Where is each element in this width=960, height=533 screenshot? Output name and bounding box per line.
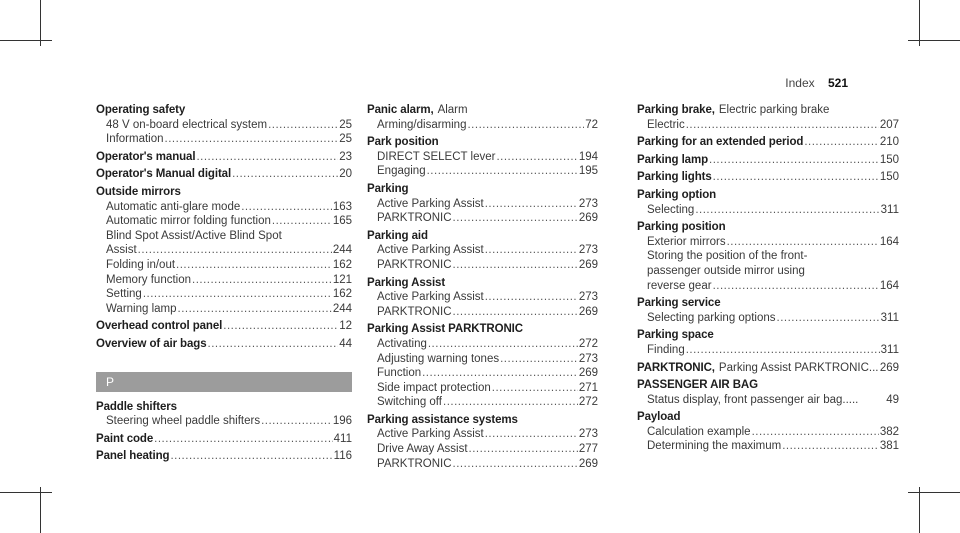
- entry-text: Active Parking Assist: [377, 428, 484, 441]
- entry-text: Parking lights: [637, 171, 712, 184]
- entry-text: Outside mirrors: [96, 185, 181, 198]
- leader-dots: [713, 170, 879, 185]
- entry-text: Overhead control panel: [96, 320, 223, 333]
- leader-dots: [192, 273, 332, 288]
- subentry-text: passenger outside mirror using: [647, 264, 805, 277]
- entry-text: Adjusting warning tones: [377, 352, 500, 365]
- index-column-2: [367, 103, 598, 471]
- leader-dots: [241, 200, 332, 215]
- page-number: 521: [827, 76, 848, 90]
- index-entry: [367, 135, 598, 179]
- leader-dots: [453, 457, 578, 472]
- entry-text: PARKTRONIC: [377, 258, 452, 271]
- leader-dots: [752, 425, 879, 440]
- page-ref: 269: [578, 457, 598, 470]
- page-ref: 277: [578, 443, 598, 456]
- index-entry: [96, 432, 352, 447]
- leader-dots: [453, 211, 578, 226]
- entry-text: PARKTRONIC: [377, 457, 452, 470]
- entry-text: Calculation example: [647, 425, 751, 438]
- index-entry: [637, 188, 899, 217]
- entry-text: Drive Away Assist: [377, 443, 468, 456]
- leader-dots: [453, 258, 578, 273]
- subentry: [637, 439, 899, 454]
- subentry: [367, 258, 598, 273]
- page-ref: 269: [578, 212, 598, 225]
- entry-text: Finding: [647, 343, 685, 356]
- page-ref: 162: [332, 288, 352, 301]
- crop-mark: [0, 492, 52, 493]
- entry-title-row: [367, 182, 598, 197]
- entry-text: Active Parking Assist: [377, 197, 484, 210]
- subentry: [96, 200, 352, 215]
- entry-text: Selecting: [647, 203, 695, 216]
- entry-text: Information: [106, 133, 164, 146]
- page-ref: 195: [578, 165, 598, 178]
- leader-dots: [427, 164, 578, 179]
- entry-title-row: [96, 432, 352, 447]
- leader-dots: [428, 337, 578, 352]
- entry-text: Operator's manual: [96, 150, 196, 163]
- entry-text: Automatic mirror folding function: [106, 215, 271, 228]
- index-entry: [637, 328, 899, 357]
- index-entry: [637, 103, 899, 132]
- leader-dots: [492, 381, 578, 396]
- index-entry: [96, 337, 352, 352]
- leader-dots: [170, 449, 332, 464]
- entry-title-row: [637, 220, 899, 235]
- subentry: [96, 132, 352, 147]
- subentry: [637, 235, 899, 250]
- entry-text: Side impact protection: [377, 381, 491, 394]
- subentry: [367, 381, 598, 396]
- subentry: [367, 337, 598, 352]
- page-ref: 273: [578, 352, 598, 365]
- entry-text: Panic alarm,: [367, 104, 434, 116]
- index-entry: [637, 378, 899, 407]
- entry-text: Exterior mirrors: [647, 235, 726, 248]
- entry-text: Parking brake,: [637, 104, 715, 116]
- page-ref: 382: [879, 425, 899, 438]
- entry-title-row: [637, 153, 899, 168]
- page-ref: 210: [879, 136, 899, 149]
- entry-text: Payload: [637, 411, 681, 424]
- subentry: [367, 243, 598, 258]
- leader-dots: [261, 414, 332, 429]
- index-entry: [637, 153, 899, 168]
- crop-mark: [919, 487, 920, 533]
- leader-dots: [196, 150, 338, 165]
- entry-title-row: [637, 188, 899, 203]
- entry-text: Parking Assist: [367, 276, 446, 289]
- page-ref: 25: [339, 118, 352, 131]
- entry-text: Parking Assist PARKTRONIC: [367, 323, 523, 336]
- page-ref: 381: [879, 440, 899, 453]
- entry-title-row: [637, 378, 899, 393]
- subentry: [367, 442, 598, 457]
- entry-text: Engaging: [377, 165, 426, 178]
- subentry: [637, 425, 899, 440]
- leader-dots: [176, 258, 332, 273]
- entry-title-row: [367, 229, 598, 244]
- index-entry: [637, 361, 899, 376]
- entry-title-row: [96, 185, 352, 200]
- entry-text: Active Parking Assist: [377, 291, 484, 304]
- index-entry: [637, 135, 899, 150]
- entry-text: Paddle shifters: [96, 400, 177, 413]
- subentry: [637, 343, 899, 358]
- page-ref: 244: [332, 244, 352, 257]
- leader-dots: [443, 395, 578, 410]
- section-header-p: P: [96, 372, 352, 392]
- subentry: [367, 395, 598, 410]
- entry-text: Operating safety: [96, 104, 186, 116]
- index-entry: [367, 276, 598, 320]
- subentry-text: Blind Spot Assist/Active Blind Spot: [106, 229, 282, 242]
- leader-dots: [777, 311, 880, 326]
- entry-text: Parking for an extended period: [637, 136, 804, 149]
- page-ref: 207: [879, 118, 899, 131]
- subentry: [367, 427, 598, 442]
- entry-text: Arming/disarming: [377, 118, 467, 131]
- page-ref: 49: [886, 393, 899, 406]
- leader-dots: [467, 118, 584, 133]
- subentry: [96, 243, 352, 258]
- leader-dots: [686, 118, 879, 133]
- leader-dots: [223, 319, 338, 334]
- subentry: [96, 273, 352, 288]
- subentry: [637, 311, 899, 326]
- leader-dots: [695, 203, 879, 218]
- leader-dots: [496, 150, 577, 165]
- leader-dots: [500, 352, 578, 367]
- entry-text: PARKTRONIC: [377, 212, 452, 225]
- subentry: [367, 118, 598, 133]
- leader-dots: [232, 167, 338, 182]
- page-ref: 194: [578, 150, 598, 163]
- page-ref: 150: [879, 153, 899, 166]
- entry-text: DIRECT SELECT lever: [377, 150, 496, 163]
- page-ref: 150: [879, 171, 899, 184]
- page-ref: 165: [332, 215, 352, 228]
- page-ref: 269: [578, 367, 598, 380]
- page-ref: 163: [332, 200, 352, 213]
- leader-dots: [272, 214, 332, 229]
- leader-dots: [727, 235, 879, 250]
- page-ref: 121: [332, 273, 352, 286]
- subentry: [96, 214, 352, 229]
- crop-mark: [908, 40, 960, 41]
- entry-text: Overview of air bags: [96, 337, 207, 350]
- entry-title-row: [96, 167, 352, 182]
- entry-text: Parking assistance systems: [367, 413, 518, 426]
- entry-see-also: Parking Assist PARKTRONIC...: [718, 361, 879, 374]
- subentry: [96, 118, 352, 133]
- crop-mark: [908, 492, 960, 493]
- leader-dots: [165, 132, 339, 147]
- leader-dots: [154, 432, 333, 447]
- subentry-text: Storing the position of the front-: [647, 250, 808, 263]
- page-header: [785, 76, 848, 90]
- page-ref: 23: [339, 150, 352, 163]
- subentry: [637, 203, 899, 218]
- entry-title-row: [637, 170, 899, 185]
- page-ref: 311: [880, 343, 899, 356]
- subentry: [637, 118, 899, 133]
- leader-dots: [268, 118, 338, 133]
- entry-text: PARKTRONIC: [377, 305, 452, 318]
- leader-dots: [804, 135, 878, 150]
- entry-text: Switching off: [377, 396, 442, 409]
- subentry: [96, 302, 352, 317]
- page-ref: 164: [879, 279, 899, 292]
- page-ref: 25: [339, 133, 352, 146]
- page-ref: 272: [578, 337, 598, 350]
- page-ref: 164: [879, 235, 899, 248]
- entry-text: Parking option: [637, 188, 717, 201]
- subentry: [96, 287, 352, 302]
- leader-dots: [469, 442, 578, 457]
- leader-dots: [686, 343, 880, 358]
- entry-title-row: [637, 135, 899, 150]
- leader-dots: [208, 337, 339, 352]
- entry-text: Status display, front passenger air bag.....: [647, 393, 859, 406]
- index-entry: [96, 400, 352, 429]
- entry-title-row: [96, 150, 352, 165]
- entry-title-row: [96, 103, 352, 118]
- leader-dots: [709, 153, 879, 168]
- index-entry: [96, 449, 352, 464]
- page-ref: 269: [879, 361, 899, 374]
- page-ref: 411: [333, 432, 352, 445]
- leader-dots: [485, 290, 578, 305]
- leader-dots: [422, 366, 578, 381]
- entry-text: PARKTRONIC,: [637, 361, 715, 374]
- page-ref: 244: [332, 302, 352, 315]
- entry-text: Setting: [106, 288, 142, 301]
- leader-dots: [143, 287, 332, 302]
- page-ref: 12: [339, 320, 352, 333]
- leader-dots: [485, 243, 578, 258]
- subentry: [96, 258, 352, 273]
- leader-dots: [485, 427, 578, 442]
- entry-title-row: [367, 135, 598, 150]
- crop-mark: [0, 40, 52, 41]
- page-ref: 273: [578, 197, 598, 210]
- entry-text: Electric: [647, 118, 685, 131]
- index-entry: [637, 296, 899, 325]
- leader-dots: [713, 279, 879, 294]
- leader-dots: [178, 302, 332, 317]
- page-ref: 269: [578, 305, 598, 318]
- entry-see-also: Alarm: [437, 104, 468, 116]
- entry-title-row: [96, 319, 352, 334]
- subentry: [367, 150, 598, 165]
- leader-dots: [485, 197, 578, 212]
- leader-dots: [453, 305, 578, 320]
- page-ref: 271: [578, 381, 598, 394]
- subentry: [367, 305, 598, 320]
- entry-title-row: [637, 361, 899, 376]
- page-ref: 272: [578, 396, 598, 409]
- page-ref: 311: [880, 203, 899, 216]
- entry-text: Assist: [106, 244, 137, 257]
- entry-title-row: [367, 322, 598, 337]
- entry-text: Operator's Manual digital: [96, 168, 232, 181]
- index-entry: [367, 103, 598, 132]
- entry-text: reverse gear: [647, 279, 712, 292]
- subentry: [367, 164, 598, 179]
- subentry: [637, 279, 899, 294]
- index-entry: [367, 413, 598, 471]
- entry-text: Parking space: [637, 329, 714, 342]
- page-ref: 162: [332, 258, 352, 271]
- index-entry: [96, 103, 352, 147]
- index-entry: [96, 150, 352, 165]
- entry-text: Activating: [377, 337, 427, 350]
- page-ref: 311: [880, 311, 899, 324]
- subentry: [367, 352, 598, 367]
- entry-title-row: [367, 413, 598, 428]
- entry-title-row: [637, 103, 899, 118]
- entry-title-row: [367, 276, 598, 291]
- index-entry: [367, 322, 598, 410]
- entry-text: Park position: [367, 136, 439, 149]
- header-label: Index: [785, 76, 815, 90]
- entry-title-row: [637, 410, 899, 425]
- subentry: [367, 211, 598, 226]
- entry-text: Parking position: [637, 221, 726, 234]
- entry-text: 48 V on-board electrical system: [106, 118, 268, 131]
- entry-text: Memory function: [106, 273, 192, 286]
- leader-dots: [138, 243, 332, 258]
- index-entry: [367, 182, 598, 226]
- subentry: [96, 414, 352, 429]
- subentry: [637, 393, 899, 408]
- entry-text: PASSENGER AIR BAG: [637, 379, 758, 392]
- index-entry: [637, 170, 899, 185]
- page-ref: 273: [578, 428, 598, 441]
- entry-text: Parking: [367, 182, 409, 195]
- entry-text: Active Parking Assist: [377, 244, 484, 257]
- index-entry: [637, 410, 899, 454]
- subentry: [367, 366, 598, 381]
- index-entry: [367, 229, 598, 273]
- subentry: [367, 197, 598, 212]
- page-ref: 273: [578, 244, 598, 257]
- entry-text: Steering wheel paddle shifters: [106, 415, 261, 428]
- entry-text: Parking lamp: [637, 153, 709, 166]
- page-ref: 72: [585, 118, 598, 131]
- subentry: [367, 457, 598, 472]
- index-column-1: [96, 103, 352, 464]
- entry-text: Determining the maximum: [647, 440, 782, 453]
- entry-title-row: [637, 296, 899, 311]
- index-column-3: [637, 103, 899, 454]
- entry-text: Automatic anti-glare mode: [106, 200, 241, 213]
- subentry: [367, 290, 598, 305]
- leader-dots: [782, 439, 879, 454]
- entry-text: Folding in/out: [106, 258, 176, 271]
- entry-text: Warning lamp: [106, 302, 177, 315]
- index-entry: [96, 319, 352, 334]
- crop-mark: [40, 487, 41, 533]
- index-entry: [96, 167, 352, 182]
- entry-text: Function: [377, 367, 422, 380]
- entry-title-row: [637, 328, 899, 343]
- entry-title-row: [96, 449, 352, 464]
- page-ref: 20: [339, 168, 352, 181]
- page-ref: 44: [339, 337, 352, 350]
- entry-text: Paint code: [96, 432, 154, 445]
- page-ref: 273: [578, 291, 598, 304]
- index-entry: [637, 220, 899, 293]
- index-entry: [96, 185, 352, 316]
- entry-title-row: [96, 337, 352, 352]
- entry-title-row: [367, 103, 598, 118]
- entry-text: Panel heating: [96, 450, 170, 463]
- entry-text: Parking aid: [367, 229, 428, 242]
- page-ref: 116: [333, 450, 352, 463]
- entry-see-also: Electric parking brake: [718, 104, 830, 116]
- entry-text: Parking service: [637, 297, 721, 310]
- page-ref: 269: [578, 258, 598, 271]
- entry-text: Selecting parking options: [647, 311, 776, 324]
- entry-title-row: [96, 400, 352, 415]
- page-ref: 196: [332, 415, 352, 428]
